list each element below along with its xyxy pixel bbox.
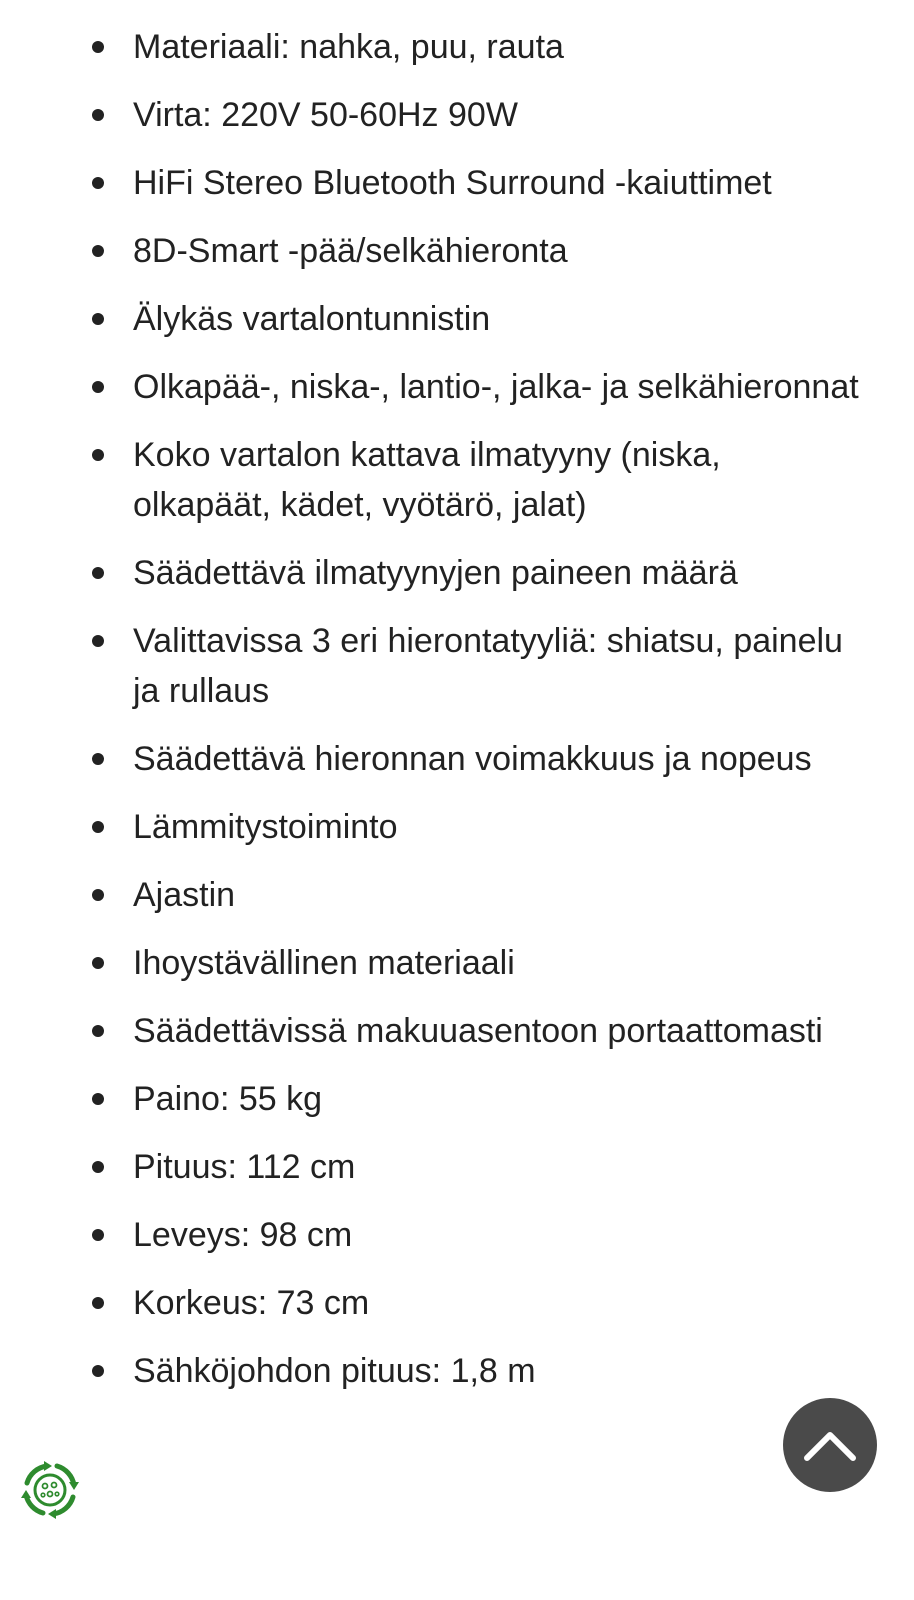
list-item (0, 616, 914, 716)
list-item-text: Paino: 55 kg (133, 1080, 323, 1118)
list-item-text: Säädettävä ilmatyynyjen paineen määrä (133, 554, 738, 592)
list-item (0, 226, 914, 276)
list-item-text: Virta: 220V 50-60Hz 90W (133, 96, 518, 134)
bullet-icon (92, 109, 104, 121)
list-item-text: Sähköjohdon pituus: 1,8 m (133, 1352, 536, 1390)
list-item-text: Pituus: 112 cm (133, 1148, 356, 1186)
cookie-settings-button[interactable] (16, 1456, 84, 1524)
list-item (0, 1278, 914, 1328)
bullet-icon (92, 245, 104, 257)
list-item (0, 870, 914, 920)
bullet-icon (92, 567, 104, 579)
list-item (0, 1346, 914, 1396)
list-item (0, 430, 914, 530)
bullet-icon (92, 1161, 104, 1173)
bullet-icon (92, 1025, 104, 1037)
list-item-text: Säädettävä hieronnan voimakkuus ja nopeus (133, 740, 812, 778)
bullet-icon (92, 1365, 104, 1377)
spec-list (0, 22, 914, 1414)
bullet-icon (92, 41, 104, 53)
list-item-text: Ajastin (133, 876, 236, 914)
list-item (0, 734, 914, 784)
list-item (0, 802, 914, 852)
cookie-icon (17, 1457, 83, 1523)
list-item-text: Koko vartalon kattava ilmatyyny (niska, olkapäät, kädet, vyötärö, jalat) (133, 436, 721, 524)
list-item (0, 294, 914, 344)
list-item-text: Materiaali: nahka, puu, rauta (133, 28, 564, 66)
list-item-text: Lämmitystoiminto (133, 808, 398, 846)
list-item-text: Valittavissa 3 eri hierontatyyliä: shiatsu, painelu ja rullaus (133, 622, 843, 710)
list-item-text: Leveys: 98 cm (133, 1216, 353, 1254)
list-item-text: Säädettävissä makuuasentoon portaattomasti (133, 1012, 823, 1050)
list-item (0, 1210, 914, 1260)
bullet-icon (92, 1297, 104, 1309)
list-item-text: Ihoystävällinen materiaali (133, 944, 515, 982)
list-item (0, 158, 914, 208)
scroll-to-top-button[interactable] (783, 1398, 877, 1492)
bullet-icon (92, 1229, 104, 1241)
bullet-icon (92, 635, 104, 647)
list-item (0, 1006, 914, 1056)
list-item (0, 90, 914, 140)
list-item (0, 22, 914, 72)
bullet-icon (92, 957, 104, 969)
list-item-text: Olkapää-, niska-, lantio-, jalka- ja selkähieronnat (133, 368, 859, 406)
bullet-icon (92, 449, 104, 461)
bullet-icon (92, 889, 104, 901)
bullet-icon (92, 177, 104, 189)
list-item (0, 362, 914, 412)
bullet-icon (92, 1093, 104, 1105)
list-item (0, 1142, 914, 1192)
bullet-icon (92, 381, 104, 393)
list-item (0, 548, 914, 598)
list-item-text: Korkeus: 73 cm (133, 1284, 370, 1322)
bullet-icon (92, 753, 104, 765)
list-item-text: 8D-Smart -pää/selkähieronta (133, 232, 568, 270)
bullet-icon (92, 821, 104, 833)
list-item (0, 1074, 914, 1124)
bullet-icon (92, 313, 104, 325)
list-item-text: HiFi Stereo Bluetooth Surround -kaiuttimet (133, 164, 772, 202)
list-item (0, 938, 914, 988)
list-item-text: Älykäs vartalontunnistin (133, 300, 491, 338)
chevron-up-icon (802, 1427, 858, 1463)
